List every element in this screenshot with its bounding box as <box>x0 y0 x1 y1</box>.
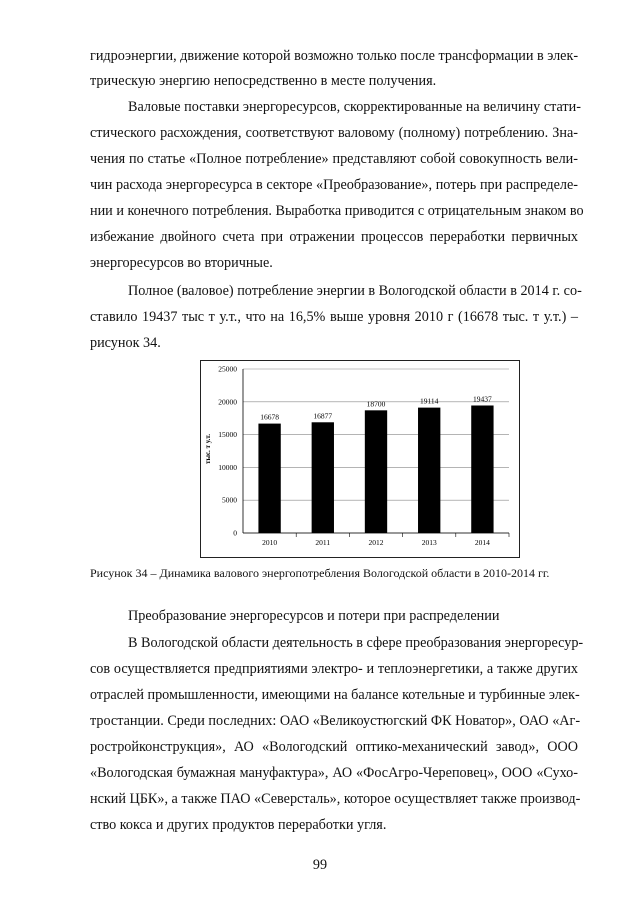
paragraph-1-line-1: гидроэнергии, движение которой возможно только после трансформации в элек- <box>90 48 579 64</box>
paragraph-2-line-3: чения по статье «Полное потребление» представляют собой совокупность вели- <box>90 151 578 167</box>
paragraph-4-line-4: тростанции. Среди последних: ОАО «Великоустюгский ФК Новатор», ОАО «Аг- <box>90 713 581 729</box>
bar-2013 <box>418 408 440 533</box>
y-tick-label: 15000 <box>218 430 237 440</box>
bar-2010 <box>258 424 280 533</box>
y-tick-label: 0 <box>233 528 237 538</box>
value-label-2014: 19437 <box>473 394 492 404</box>
paragraph-4-line-5: ростройконструкция», АО «Вологодский оптико-механический завод», ООО <box>90 739 578 755</box>
x-tick-label-2012: 2012 <box>368 538 384 547</box>
paragraph-2-line-1: Валовые поставки энергоресурсов, скорректированные на величину стати- <box>128 99 581 115</box>
bar-2012 <box>365 410 387 533</box>
paragraph-2-line-2: стического расхождения, соответствуют валовому (полному) потреблению. Зна- <box>90 125 578 141</box>
paragraph-3-line-3: рисунок 34. <box>90 335 161 351</box>
paragraph-4-line-6: «Вологодская бумажная мануфактура», АО «ФосАгро-Череповец», ООО «Сухо- <box>90 765 578 781</box>
page-number: 99 <box>312 857 328 873</box>
section-heading: Преобразование энергоресурсов и потери при распределении <box>128 608 500 624</box>
figure-caption: Рисунок 34 – Динамика валового энергопотребления Вологодской области в 2010-2014 гг. <box>90 566 550 580</box>
paragraph-2-line-6: избежание двойного счета при отражении процессов переработки первичных <box>90 229 578 245</box>
paragraph-2-line-5: нии и конечного потребления. Выработка приводится с отрицательным знаком во <box>90 203 584 219</box>
paragraph-4-line-8: ство кокса и других продуктов переработки угля. <box>90 817 387 833</box>
paragraph-4-line-1: В Вологодской области деятельность в сфере преобразования энергоресур- <box>128 635 584 651</box>
paragraph-4-line-3: отраслей промышленности, имеющими на балансе котельные и турбинные элек- <box>90 687 580 703</box>
value-label-2013: 19114 <box>419 396 439 406</box>
y-tick-label: 5000 <box>222 495 237 505</box>
paragraph-2-line-7: энергоресурсов во вторичные. <box>90 255 273 271</box>
y-tick-label: 20000 <box>218 397 237 407</box>
y-tick-label: 10000 <box>218 462 237 472</box>
paragraph-3-line-2: ставило 19437 тыс т у.т., что на 16,5% выше уровня 2010 г (16678 тыс. т у.т.) – <box>90 309 578 325</box>
x-tick-label-2010: 2010 <box>262 538 278 547</box>
x-tick-label-2011: 2011 <box>315 538 331 547</box>
paragraph-3-line-1: Полное (валовое) потребление энергии в Вологодской области в 2014 г. со- <box>128 283 582 299</box>
x-tick-label-2013: 2013 <box>421 538 437 547</box>
paragraph-4-line-7: нский ЦБК», а также ПАО «Северсталь», которое осуществляет также производ- <box>90 791 581 807</box>
value-label-2012: 18700 <box>366 399 386 409</box>
paragraph-1-line-2: трическую энергию непосредственно в месте получения. <box>90 73 437 89</box>
paragraph-2-line-4: чин расхода энергоресурса в секторе «Преобразование», потерь при распределе- <box>90 177 578 193</box>
bar-chart <box>201 361 519 557</box>
figure-34-chart <box>200 360 520 558</box>
paragraph-4-line-2: сов осуществляется предприятиями электро- и теплоэнергетики, а также других <box>90 661 578 677</box>
bar-2014 <box>471 405 493 533</box>
value-label-2010: 16678 <box>260 412 279 422</box>
y-tick-label: 25000 <box>218 364 237 374</box>
bar-2011 <box>312 422 334 533</box>
y-axis-label: тыс. т у.т. <box>204 434 212 464</box>
value-label-2011: 16877 <box>313 411 333 421</box>
x-tick-label-2014: 2014 <box>474 538 490 547</box>
